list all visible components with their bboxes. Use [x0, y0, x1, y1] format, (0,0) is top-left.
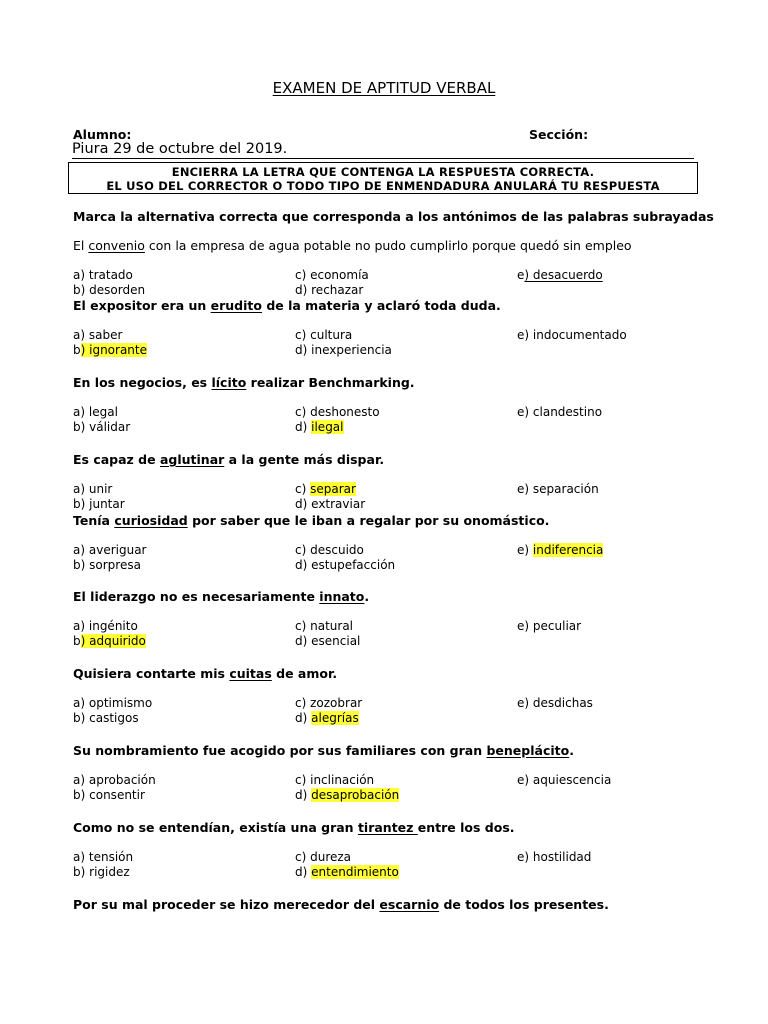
underlined-word: erudito — [210, 298, 262, 313]
option-letter: b) — [73, 283, 86, 297]
option-letter: c) — [295, 405, 307, 419]
answer-option[interactable] — [73, 788, 145, 802]
answer-option[interactable] — [73, 865, 130, 879]
option-text: desaprobación — [311, 788, 400, 802]
question-text — [73, 375, 415, 390]
option-text: indocumentado — [532, 328, 627, 342]
underlined-word: beneplácito — [486, 743, 570, 758]
option-text: sorpresa — [89, 558, 141, 572]
question-text — [73, 743, 574, 758]
answer-option[interactable] — [295, 773, 374, 787]
option-text: ingénito — [88, 619, 138, 633]
option-text: optimismo — [88, 696, 153, 710]
option-text: entendimiento — [311, 865, 399, 879]
answer-option[interactable] — [73, 405, 118, 419]
option-letter: b) — [73, 420, 86, 434]
question-text — [73, 820, 515, 835]
option-letter: d) — [295, 711, 308, 725]
option-text: válidar — [89, 420, 131, 434]
option-text: separación — [532, 482, 599, 496]
option-text: dureza — [310, 850, 352, 864]
option-letter: d) — [295, 420, 308, 434]
option-text: natural — [310, 619, 353, 633]
underlined-word: aglutinar — [159, 452, 225, 467]
option-letter: c) — [295, 543, 307, 557]
alumno-label: Alumno: — [73, 127, 132, 142]
answer-option[interactable] — [73, 850, 133, 864]
option-text: aquiescencia — [532, 773, 612, 787]
question-prefix: Es capaz de — [73, 452, 160, 467]
question-text — [73, 452, 384, 467]
option-text: saber — [88, 328, 123, 342]
option-letter: c) — [295, 482, 307, 496]
option-letter: e) — [517, 850, 530, 864]
option-letter: b — [73, 634, 81, 648]
question-text — [73, 897, 609, 912]
option-text: inclinación — [310, 773, 375, 787]
option-letter: c) — [295, 268, 307, 282]
question-suffix: realizar Benchmarking. — [246, 375, 415, 390]
option-text: cultura — [310, 328, 353, 342]
option-text: descuido — [310, 543, 364, 557]
question-text — [73, 298, 501, 313]
question-text — [73, 513, 549, 528]
answer-option[interactable] — [295, 543, 364, 557]
answer-option[interactable] — [517, 543, 603, 557]
option-text: extraviar — [311, 497, 366, 511]
answer-option[interactable] — [295, 420, 344, 434]
option-letter: b) — [73, 558, 86, 572]
answer-option[interactable] — [517, 328, 627, 342]
option-letter: d) — [295, 497, 308, 511]
option-letter: a) — [73, 850, 86, 864]
question-suffix: . — [569, 743, 574, 758]
underlined-word: tirantez — [357, 820, 418, 835]
instruction-line: EL USO DEL CORRECTOR O TODO TIPO DE ENMENDADURA ANULARÁ TU RESPUESTA — [106, 179, 660, 193]
answer-option[interactable] — [73, 482, 112, 496]
option-letter: a) — [73, 405, 86, 419]
question-suffix: entre los dos. — [417, 820, 515, 835]
answer-option[interactable] — [295, 788, 399, 802]
option-text: castigos — [89, 711, 139, 725]
option-letter: e — [517, 268, 525, 282]
option-text: rigidez — [89, 865, 130, 879]
question-prefix: Su nombramiento fue acogido por sus familiares con gran — [73, 743, 487, 758]
question-suffix: . — [364, 589, 370, 604]
answer-option[interactable] — [73, 619, 138, 633]
option-letter: d) — [295, 343, 308, 357]
option-letter: c) — [295, 328, 307, 342]
option-text: ilegal — [311, 420, 344, 434]
option-text: esencial — [311, 634, 361, 648]
answer-option[interactable] — [73, 558, 141, 572]
option-text: aprobación — [88, 773, 156, 787]
underlined-word: lícito — [211, 375, 247, 390]
answer-option[interactable] — [517, 268, 603, 282]
exam-date: Piura 29 de octubre del 2019. — [72, 141, 288, 157]
answer-option[interactable] — [295, 405, 380, 419]
option-text: indiferencia — [532, 543, 604, 557]
answer-option[interactable] — [73, 773, 156, 787]
question-suffix: con la empresa de agua potable no pudo cumplirlo porque quedó sin empleo — [144, 238, 632, 253]
question-suffix: de la materia y aclaró toda duda. — [261, 298, 501, 313]
option-letter: b) — [73, 711, 86, 725]
option-letter: b) — [73, 497, 86, 511]
question-suffix: a la gente más dispar. — [224, 452, 385, 467]
option-letter: d) — [295, 283, 308, 297]
option-letter: d) — [295, 865, 308, 879]
option-text: peculiar — [532, 619, 582, 633]
underlined-word: escarnio — [379, 897, 440, 912]
underlined-word: curiosidad — [114, 513, 188, 528]
answer-option[interactable] — [517, 850, 591, 864]
answer-option[interactable] — [295, 619, 353, 633]
option-text: legal — [88, 405, 118, 419]
answer-option[interactable] — [295, 268, 369, 282]
option-letter: e) — [517, 405, 530, 419]
option-text: desdichas — [532, 696, 593, 710]
answer-option[interactable] — [73, 268, 133, 282]
option-letter: a) — [73, 482, 86, 496]
answer-option[interactable] — [73, 328, 122, 342]
option-letter: a) — [73, 619, 86, 633]
option-text: averiguar — [88, 543, 147, 557]
option-letter: c) — [295, 773, 307, 787]
question-prefix: Quisiera contarte mis — [73, 666, 230, 681]
question-text — [73, 589, 369, 604]
option-text: ) desacuerdo — [524, 268, 603, 282]
option-text: separar — [310, 482, 356, 496]
answer-option[interactable] — [295, 343, 392, 357]
answer-option[interactable] — [295, 482, 356, 496]
answer-option[interactable] — [295, 497, 365, 511]
option-letter: e) — [517, 328, 530, 342]
answer-option[interactable] — [295, 865, 399, 879]
option-text: zozobrar — [310, 696, 363, 710]
answer-option[interactable] — [295, 696, 362, 710]
question-prefix: Como no se entendían, existía una gran — [73, 820, 358, 835]
option-text: clandestino — [532, 405, 603, 419]
question-prefix: Tenía — [73, 513, 115, 528]
question-suffix: de amor. — [271, 666, 338, 681]
option-text: unir — [88, 482, 113, 496]
option-letter: b) — [73, 788, 86, 802]
option-letter: b) — [73, 865, 86, 879]
option-letter: d) — [295, 788, 308, 802]
option-text: juntar — [89, 497, 125, 511]
option-text: consentir — [89, 788, 145, 802]
option-letter: c) — [295, 696, 307, 710]
option-text: deshonesto — [310, 405, 380, 419]
instructions-box — [68, 162, 698, 194]
answer-option[interactable] — [73, 711, 139, 725]
option-letter: a) — [73, 696, 86, 710]
question-prefix: Por su mal proceder se hizo merecedor del — [73, 897, 380, 912]
option-letter: c) — [295, 619, 307, 633]
question-prefix: En los negocios, es — [73, 375, 212, 390]
answer-option[interactable] — [73, 497, 125, 511]
option-text: economía — [310, 268, 369, 282]
answer-option[interactable] — [73, 420, 130, 434]
underlined-word: convenio — [88, 238, 145, 253]
directive-text: Marca la alternativa correcta que corresponda a los antónimos de las palabras subrayadas — [73, 209, 714, 224]
answer-option[interactable] — [73, 634, 146, 648]
answer-option[interactable] — [295, 558, 395, 572]
option-letter: e) — [517, 696, 530, 710]
answer-option[interactable] — [295, 283, 363, 297]
option-letter: d) — [295, 634, 308, 648]
option-text: rechazar — [311, 283, 364, 297]
question-text — [73, 238, 632, 253]
option-text: tensión — [88, 850, 134, 864]
question-text — [73, 666, 337, 681]
answer-option[interactable] — [517, 405, 602, 419]
answer-option[interactable] — [73, 696, 152, 710]
answer-option[interactable] — [517, 773, 611, 787]
answer-option[interactable] — [517, 696, 593, 710]
answer-option[interactable] — [295, 850, 351, 864]
answer-option[interactable] — [295, 634, 360, 648]
option-text: inexperiencia — [311, 343, 392, 357]
option-text: estupefacción — [311, 558, 396, 572]
option-letter: a) — [73, 268, 86, 282]
instruction-line: ENCIERRA LA LETRA QUE CONTENGA LA RESPUESTA CORRECTA. — [171, 165, 595, 179]
option-letter: b — [73, 343, 81, 357]
option-letter: e) — [517, 543, 530, 557]
answer-option[interactable] — [295, 328, 352, 342]
answer-option[interactable] — [73, 283, 145, 297]
option-text: desorden — [89, 283, 146, 297]
question-prefix: El liderazgo no es necesariamente — [73, 589, 320, 604]
option-letter: a) — [73, 543, 86, 557]
answer-option[interactable] — [295, 711, 359, 725]
option-text: ) adquirido — [80, 634, 146, 648]
header-divider — [72, 158, 694, 159]
underlined-word: cuitas — [229, 666, 272, 681]
option-letter: d) — [295, 558, 308, 572]
exam-title: EXAMEN DE APTITUD VERBAL — [272, 79, 496, 97]
option-letter: e) — [517, 619, 530, 633]
option-text: tratado — [88, 268, 133, 282]
answer-option[interactable] — [517, 482, 599, 496]
seccion-label: Sección: — [529, 127, 589, 142]
option-text: alegrías — [311, 711, 359, 725]
option-letter: a) — [73, 773, 86, 787]
answer-option[interactable] — [517, 619, 581, 633]
option-text: ) ignorante — [80, 343, 147, 357]
answer-option[interactable] — [73, 343, 147, 357]
question-suffix: por saber que le iban a regalar por su onomástico. — [187, 513, 550, 528]
option-letter: c) — [295, 850, 307, 864]
question-suffix: de todos los presentes. — [439, 897, 609, 912]
question-prefix: El expositor era un — [73, 298, 211, 313]
option-letter: a) — [73, 328, 86, 342]
question-prefix: El — [73, 238, 89, 253]
answer-option[interactable] — [73, 543, 147, 557]
option-text: hostilidad — [532, 850, 592, 864]
option-letter: e) — [517, 482, 530, 496]
option-letter: e) — [517, 773, 530, 787]
underlined-word: innato — [319, 589, 365, 604]
